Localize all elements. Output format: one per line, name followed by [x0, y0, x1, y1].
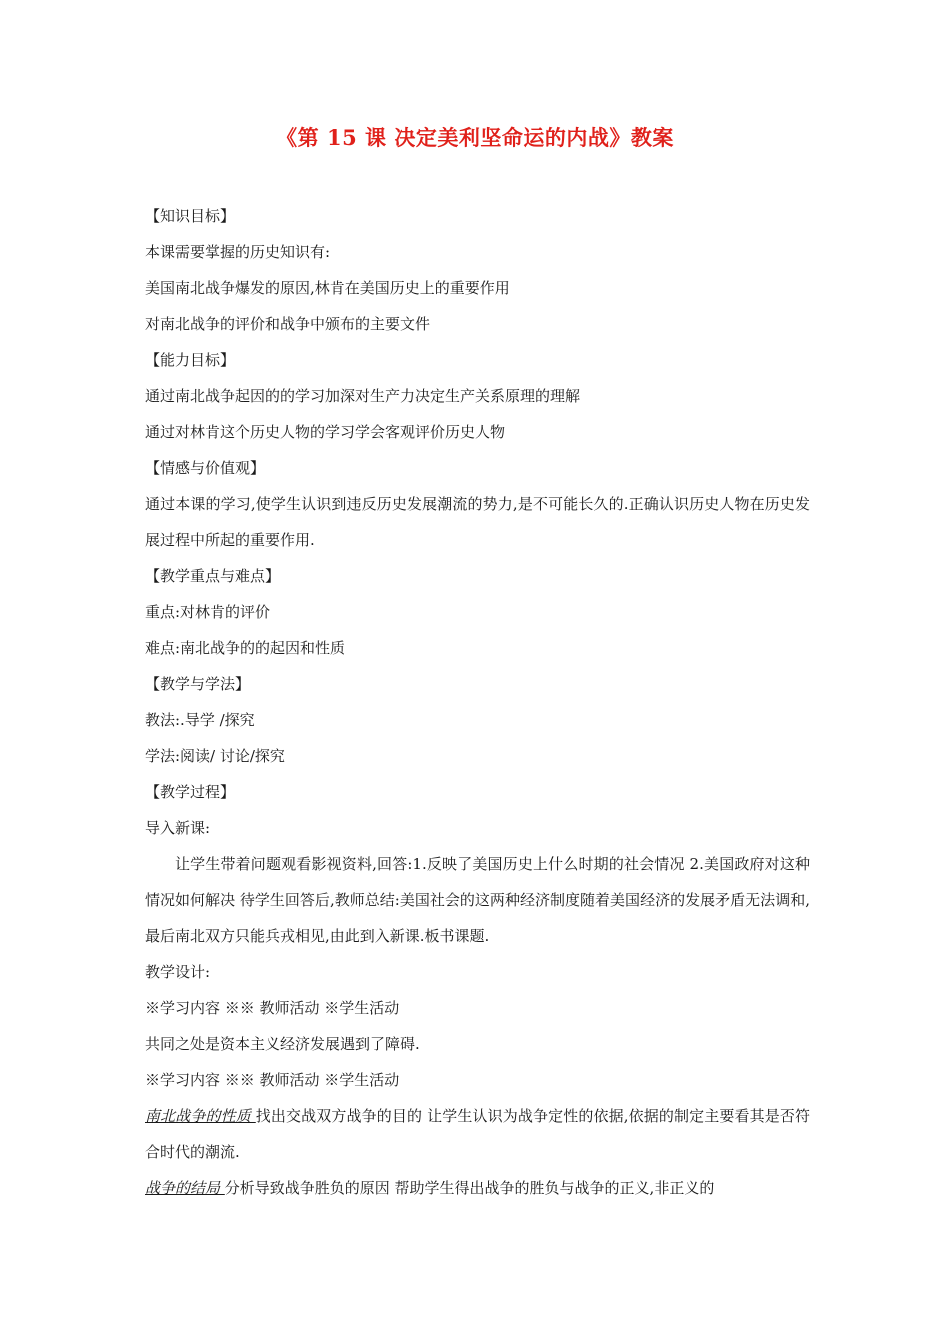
text-line — [145, 630, 810, 666]
italic-term: 战争的结局 — [145, 1179, 225, 1197]
text-line — [145, 198, 810, 234]
text-line — [145, 954, 810, 990]
text-content: ※学习内容 ※※ 教师活动 ※学生活动 — [145, 1071, 400, 1089]
paragraph — [145, 1170, 810, 1206]
text-line — [145, 990, 810, 1026]
text-content: ※学习内容 ※※ 教师活动 ※学生活动 — [145, 999, 400, 1017]
text-content: 对南北战争的评价和战争中颁布的主要文件 — [145, 315, 431, 333]
text-content: 【情感与价值观】 — [145, 459, 266, 477]
text-content: 通过南北战争起因的的学习加深对生产力决定生产关系原理的理解 — [145, 387, 581, 405]
text-line — [145, 1026, 810, 1062]
text-line — [145, 558, 810, 594]
text-content: 学法:阅读/ 讨论/探究 — [145, 747, 285, 765]
text-content: 导入新课: — [145, 819, 211, 837]
text-line — [145, 378, 810, 414]
text-content: 让学生带着问题观看影视资料,回答:1.反映了美国历史上什么时期的社会情况 2.美国政府对这种情况如何解决 待学生回答后,教师总结:美国社会的这两种经济制度随着美国经济的发展矛盾无法调和,最后南北双方只能兵戎相见,由此到入新课.板书课题. — [145, 855, 810, 945]
text-line — [145, 450, 810, 486]
text-line — [145, 1062, 810, 1098]
text-content: 难点:南北战争的的起因和性质 — [145, 639, 346, 657]
text-content: 通过对林肯这个历史人物的学习学会客观评价历史人物 — [145, 423, 506, 441]
text-line — [145, 342, 810, 378]
text-content: 【教学过程】 — [145, 783, 236, 801]
text-content: 【教学重点与难点】 — [145, 567, 281, 585]
text-content: 共同之处是资本主义经济发展遇到了障碍. — [145, 1035, 420, 1053]
text-content: 教法:.导学 /探究 — [145, 711, 255, 729]
text-line — [145, 666, 810, 702]
paragraph — [145, 846, 810, 954]
text-content: 本课需要掌握的历史知识有: — [145, 243, 331, 261]
text-content: 分析导致战争胜负的原因 帮助学生得出战争的胜负与战争的正义,非正义的 — [224, 1179, 715, 1197]
paragraph — [145, 486, 810, 558]
text-content: 通过本课的学习,使学生认识到违反历史发展潮流的势力,是不可能长久的.正确认识历史人物在历史发展过程中所起的重要作用. — [145, 495, 810, 549]
text-line — [145, 234, 810, 270]
text-line — [145, 306, 810, 342]
text-content: 找出交战双方战争的目的 让学生认识为战争定性的依据,依据的制定主要看其是否符合时代的潮流. — [145, 1107, 810, 1161]
text-content: 【能力目标】 — [145, 351, 236, 369]
text-content: 重点:对林肯的评价 — [145, 603, 271, 621]
text-line — [145, 810, 810, 846]
paragraph — [145, 1098, 810, 1170]
text-line — [145, 702, 810, 738]
document-body — [145, 198, 810, 1206]
text-line — [145, 414, 810, 450]
document-title: 《第 15 课 决定美利坚命运的内战》教案 — [276, 125, 674, 150]
text-line — [145, 774, 810, 810]
text-content: 【教学与学法】 — [145, 675, 251, 693]
text-content: 【知识目标】 — [145, 207, 236, 225]
text-content: 教学设计: — [145, 963, 211, 981]
text-line — [145, 270, 810, 306]
text-content: 美国南北战争爆发的原因,林肯在美国历史上的重要作用 — [145, 279, 510, 297]
text-line — [145, 738, 810, 774]
text-line — [145, 594, 810, 630]
italic-term: 南北战争的性质 — [145, 1107, 256, 1125]
